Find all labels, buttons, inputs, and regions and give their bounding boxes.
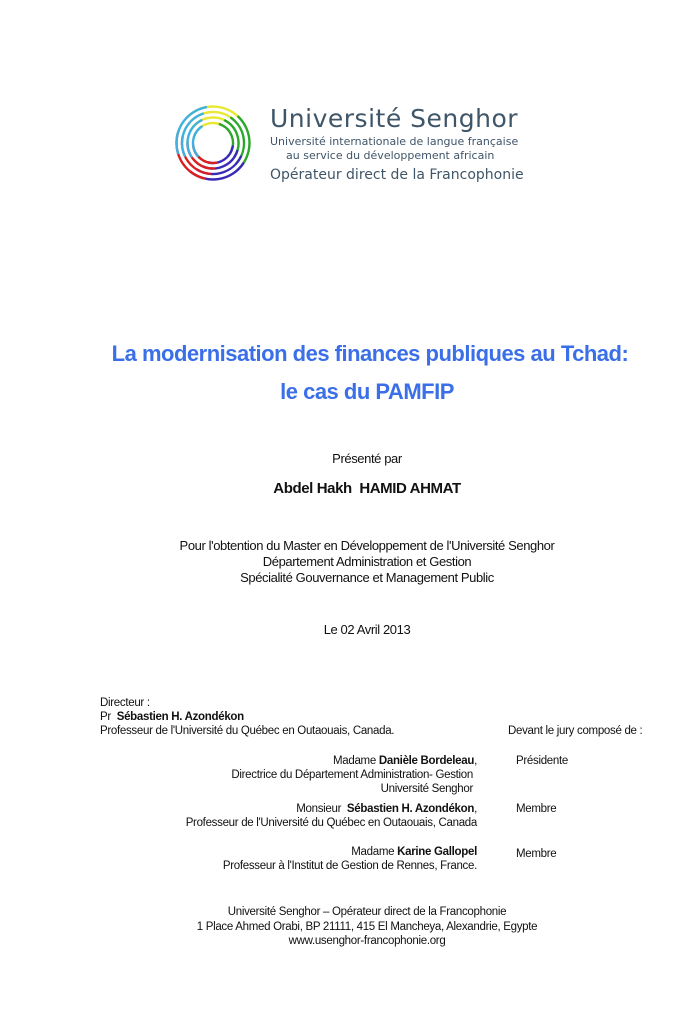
jury-member-name: Danièle Bordeleau <box>378 755 475 767</box>
jury-member <box>186 802 477 830</box>
director-name-line <box>100 710 394 724</box>
jury-member-name: Sébastien H. Azondékon <box>346 803 475 815</box>
jury-member-title: Madame <box>351 846 395 858</box>
footer-url: www.usenghor-francophonie.org <box>288 935 446 947</box>
jury-label: Devant le jury composé de : <box>508 725 643 737</box>
degree-line-1: Pour l'obtention du Master en Développement de l'Université Senghor <box>179 538 555 553</box>
thesis-title-line-1: La modernisation des finances publiques au Tchad: <box>111 341 629 366</box>
director-block <box>100 696 394 738</box>
defense-date: Le 02 Avril 2013 <box>323 622 411 637</box>
university-logo <box>168 98 258 188</box>
jury-member-role: Présidente <box>516 755 568 767</box>
director-prefix: Pr <box>100 711 111 723</box>
footer-line-2: 1 Place Ahmed Orabi, BP 21111, 415 El Mancheya, Alexandrie, Egypte <box>196 920 538 933</box>
director-affiliation: Professeur de l'Université du Québec en Outaouais, Canada. <box>100 725 395 737</box>
jury-member <box>223 845 477 873</box>
footer <box>17 905 700 949</box>
jury-member-suffix: , <box>474 755 477 767</box>
jury-member-title: Monsieur <box>296 803 342 815</box>
degree-line-2: Département Administration et Gestion <box>262 554 472 569</box>
logo-name: Université Senghor <box>270 104 519 133</box>
jury-member-role: Membre <box>516 848 557 860</box>
logo-tagline-2: au service du développement africain <box>286 149 495 162</box>
logo-arc <box>193 127 202 156</box>
jury-member <box>231 754 477 796</box>
logo-tagline-3: Opérateur direct de la Francophonie <box>270 167 524 183</box>
jury-member-line: Directrice du Département Administration- Gestion <box>231 769 473 781</box>
logo-arc <box>208 146 233 163</box>
thesis-title-line-2: le cas du PAMFIP <box>280 379 454 404</box>
logo-arc <box>203 151 237 169</box>
jury-member-title: Madame <box>332 755 376 767</box>
footer-line-1: Université Senghor – Opérateur direct de la Francophonie <box>227 906 507 918</box>
jury-member-name: Karine Gallopel <box>397 846 477 858</box>
director-name: Sébastien H. Azondékon <box>116 711 244 723</box>
logo-arc <box>220 124 233 151</box>
degree-line-3: Spécialité Gouvernance et Management Public <box>240 570 494 585</box>
presented-by: Présenté par <box>332 451 402 466</box>
jury-member-suffix: , <box>474 803 477 815</box>
logo-swirl-icon <box>168 98 258 188</box>
jury-member-line: Professeur de l'Université du Québec en Outaouais, Canada <box>185 817 477 829</box>
jury-member-line: Université Senghor <box>380 783 473 795</box>
logo-tagline-1: Université internationale de langue française <box>270 135 519 148</box>
jury-member-role: Membre <box>516 803 557 815</box>
director-label: Directeur : <box>100 697 150 709</box>
jury-member-line: Professeur à l'Institut de Gestion de Rennes, France. <box>222 860 477 872</box>
logo-text <box>270 104 524 183</box>
author-name: Abdel Hakh HAMID AHMAT <box>273 480 461 497</box>
